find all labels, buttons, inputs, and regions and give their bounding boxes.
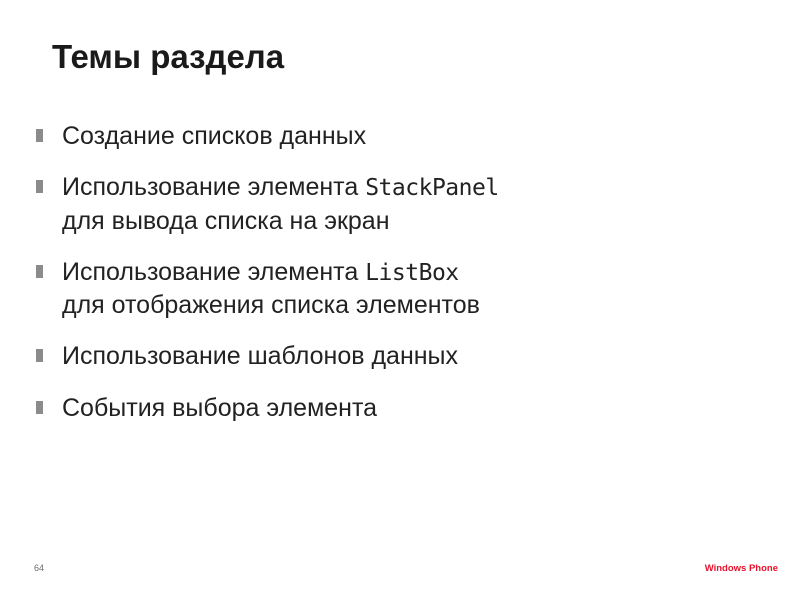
code-token: ListBox — [365, 259, 459, 286]
bullet-marker-icon — [36, 401, 43, 414]
list-item — [30, 256, 750, 323]
list-item-text: Создание списков данных — [62, 122, 367, 150]
list-item — [30, 120, 750, 153]
bullet-marker-icon — [36, 349, 43, 362]
list-item-text: События выбора элемента — [62, 393, 378, 422]
bullet-list — [30, 120, 750, 443]
list-item-text-line2: для вывода списка на экран — [62, 206, 390, 235]
bullet-marker-icon — [36, 265, 43, 278]
list-item-text: Использование шаблонов данных — [62, 342, 459, 371]
code-token: StackPanel — [365, 175, 499, 202]
list-item-text: Использование элемента — [62, 257, 366, 286]
list-item-text: Использование элемента — [62, 173, 366, 202]
list-item-text-line2: для отображения списка элементов — [62, 291, 480, 319]
bullet-marker-icon — [36, 129, 43, 142]
page-title: Темы раздела — [52, 38, 285, 75]
bullet-marker-icon — [36, 180, 43, 193]
list-item — [30, 392, 750, 425]
footer-brand: Windows Phone — [704, 563, 778, 574]
list-item — [30, 340, 750, 373]
page-number: 64 — [34, 563, 45, 573]
list-item — [30, 171, 750, 238]
